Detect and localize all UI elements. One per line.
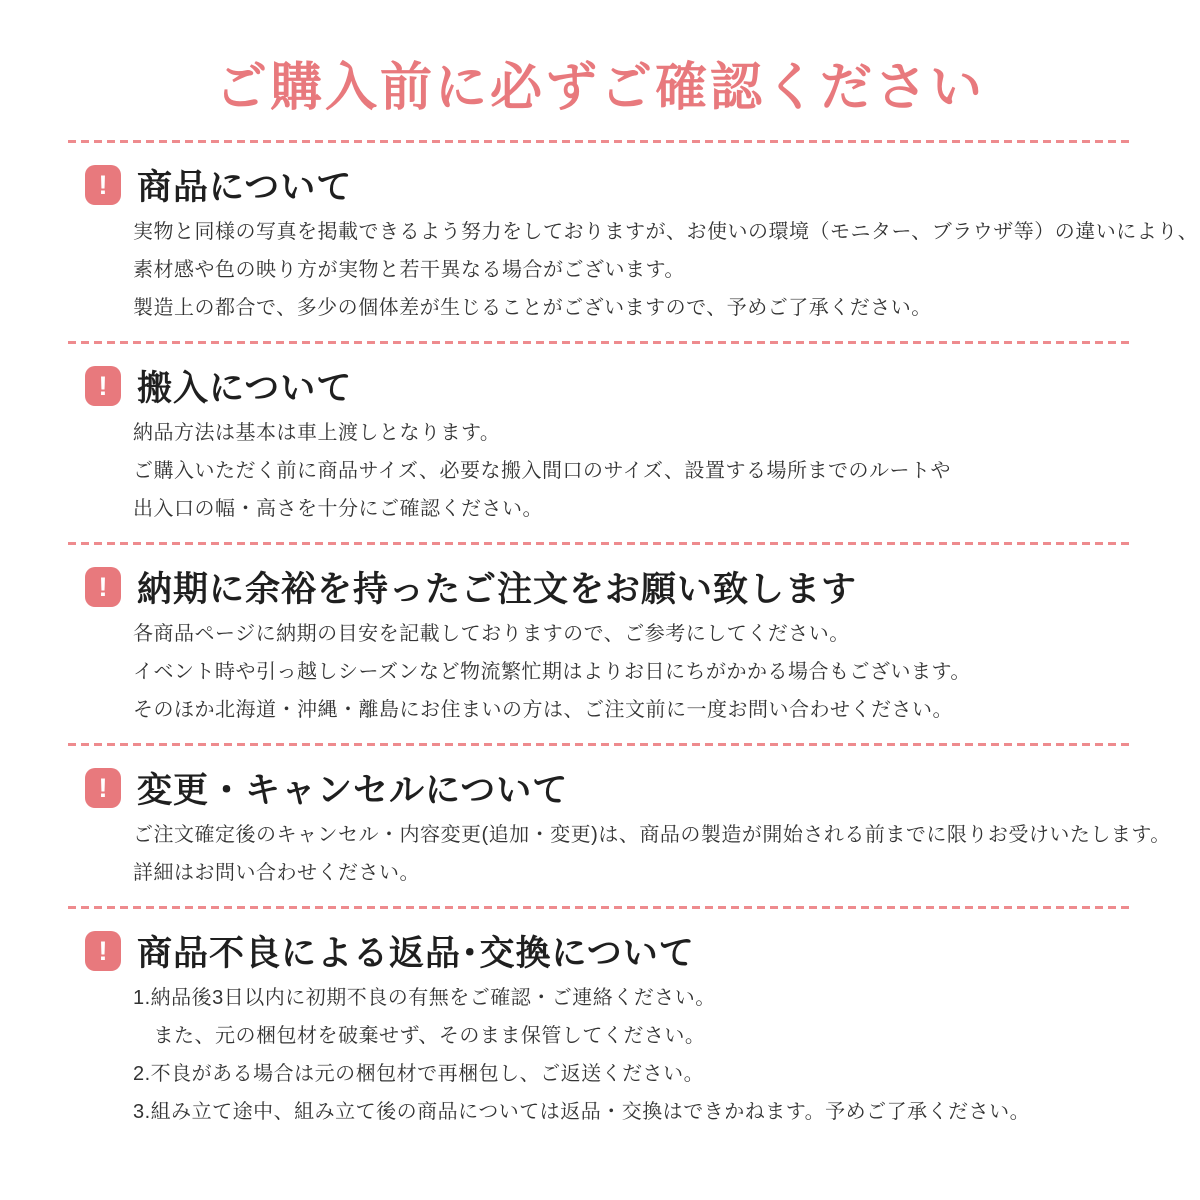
exclamation-icon: ! [85,366,121,406]
notice-section [0,143,1200,321]
section-heading-text: 納期に余裕を持ったご注文をお願い致します [137,570,858,609]
body-line: 詳細はお問い合わせください。 [133,862,420,884]
section-heading-text: 変更・キャンセルについて [137,771,569,810]
body-line: ご注文確定後のキャンセル・内容変更(追加・変更)は、商品の製造が開始される前までに限りお受けいたします。 [133,824,1171,846]
exclamation-icon: ! [85,768,121,808]
notice-section [0,909,1200,1125]
body-line: 納品方法は基本は車上渡しとなります。 [133,422,501,444]
body-line: 出入口の幅・高さを十分にご確認ください。 [133,498,543,520]
section-heading [85,165,1200,205]
section-body [133,420,1190,522]
section-body [133,219,1199,321]
body-line: ご購入いただく前に商品サイズ、必要な搬入間口のサイズ、設置する場所までのルートや [133,460,951,482]
section-body [133,985,1190,1125]
body-line: 各商品ページに納期の目安を記載しておりますので、ご参考にしてください。 [133,623,850,645]
exclamation-icon: ! [85,165,121,205]
body-line: イベント時や引っ越しシーズンなど物流繁忙期はよりお日にちがかかる場合もございます。 [133,661,971,683]
exclamation-icon: ! [85,567,121,607]
notice-section [0,746,1200,886]
body-line: そのほか北海道・沖縄・離島にお住まいの方は、ご注文前に一度お問い合わせください。 [133,699,953,721]
body-line: また、元の梱包材を破棄せず、そのまま保管してください。 [133,1025,706,1047]
section-body [133,621,1190,723]
section-heading-text: 商品不良による返品･交換について [137,934,695,973]
body-line: 実物と同様の写真を掲載できるよう努力をしておりますが、お使いの環境（モニター、ブラウザ等）の違いにより、 [133,221,1199,243]
section-heading [85,366,1200,406]
page-title: ご購入前に必ずご確認ください [214,59,985,117]
section-heading [85,567,1200,607]
body-line: 2.不良がある場合は元の梱包材で再梱包し、ご返送ください。 [133,1063,705,1085]
notice-section [0,344,1200,522]
section-body [133,822,1190,886]
notice-section [0,545,1200,723]
section-heading-text: 商品について [137,168,353,207]
section-heading [85,931,1200,971]
section-heading-text: 搬入について [137,369,353,408]
sections-container [0,140,1200,1125]
section-heading [85,768,1200,808]
body-line: 1.納品後3日以内に初期不良の有無をご確認・ご連絡ください。 [133,987,716,1009]
body-line: 製造上の都合で、多少の個体差が生じることがございますので、予めご了承ください。 [133,297,932,319]
exclamation-icon: ! [85,931,121,971]
body-line: 3.組み立て途中、組み立て後の商品については返品・交換はできかねます。予めご了承ください。 [133,1101,1031,1123]
body-line: 素材感や色の映り方が実物と若干異なる場合がございます。 [133,259,685,281]
